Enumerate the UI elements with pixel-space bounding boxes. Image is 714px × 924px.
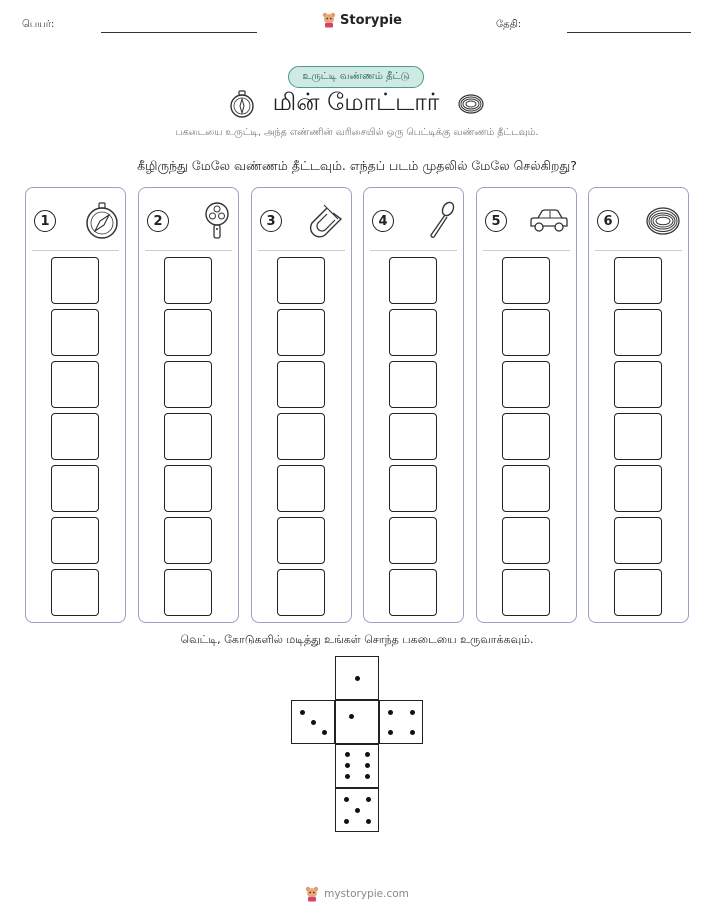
die-face-5 <box>335 788 379 832</box>
color-box[interactable] <box>51 569 99 616</box>
column-header <box>147 202 232 240</box>
column-number: 1 <box>34 210 56 232</box>
question: கீழிருந்து மேலே வண்ணம் தீட்டவும். எந்தப் படம் முதலில் மேலே செல்கிறது? <box>137 158 577 173</box>
color-box[interactable] <box>502 517 550 564</box>
color-box[interactable] <box>389 361 437 408</box>
column-header <box>260 202 345 240</box>
column-header <box>34 202 119 240</box>
die-face-1 <box>335 700 379 744</box>
color-box[interactable] <box>614 465 662 512</box>
pip <box>388 730 393 735</box>
die-face-4 <box>379 700 423 744</box>
color-box[interactable] <box>277 309 325 356</box>
pip <box>322 730 327 735</box>
compass-icon <box>85 202 119 240</box>
column-4 <box>363 187 464 623</box>
pip <box>355 676 360 681</box>
logo <box>322 12 402 28</box>
color-box[interactable] <box>614 309 662 356</box>
color-box[interactable] <box>389 465 437 512</box>
pip <box>344 797 349 802</box>
column-divider <box>370 250 457 251</box>
color-box[interactable] <box>164 413 212 460</box>
color-box[interactable] <box>389 413 437 460</box>
color-box[interactable] <box>502 361 550 408</box>
car-icon <box>528 206 570 236</box>
pip <box>344 819 349 824</box>
fan-icon <box>202 201 232 241</box>
color-box[interactable] <box>277 257 325 304</box>
footer <box>0 886 714 902</box>
color-box[interactable] <box>51 413 99 460</box>
color-box[interactable] <box>51 309 99 356</box>
column-header <box>597 202 682 240</box>
column-header <box>372 202 457 240</box>
coil-icon <box>644 204 682 238</box>
color-box[interactable] <box>502 257 550 304</box>
title-row <box>0 88 714 119</box>
color-box[interactable] <box>614 361 662 408</box>
pip <box>365 752 370 757</box>
pip <box>366 819 371 824</box>
column-3 <box>251 187 352 623</box>
color-box[interactable] <box>502 413 550 460</box>
color-box[interactable] <box>164 309 212 356</box>
color-box[interactable] <box>614 257 662 304</box>
color-box[interactable] <box>502 569 550 616</box>
color-box[interactable] <box>164 361 212 408</box>
date-label: தேதி: <box>496 19 522 30</box>
pip <box>311 720 316 725</box>
pip <box>345 774 350 779</box>
pip <box>349 714 354 719</box>
color-box[interactable] <box>389 569 437 616</box>
pip <box>366 797 371 802</box>
pip <box>300 710 305 715</box>
column-header <box>485 202 570 240</box>
column-number: 2 <box>147 210 169 232</box>
color-box[interactable] <box>389 309 437 356</box>
column-divider <box>595 250 682 251</box>
page-title: மின் மோட்டார் <box>272 88 440 116</box>
color-box[interactable] <box>277 569 325 616</box>
name-label: பெயர்: <box>22 19 55 30</box>
die-face-3 <box>291 700 335 744</box>
footer-url[interactable]: mystorypie.com <box>324 888 409 900</box>
logo-text: Storypie <box>340 12 402 28</box>
bear-logo-icon <box>322 12 336 28</box>
color-box[interactable] <box>502 309 550 356</box>
color-box[interactable] <box>51 465 99 512</box>
coil-icon <box>457 92 485 116</box>
pip <box>410 710 415 715</box>
bear-logo-icon <box>305 886 319 902</box>
pip <box>365 763 370 768</box>
pip <box>365 774 370 779</box>
color-box[interactable] <box>502 465 550 512</box>
subtitle: பகடையை உருட்டி, அந்த எண்ணின் வரிசையில் ஒரு பெட்டிக்கு வண்ணம் தீட்டவும். <box>175 127 539 138</box>
color-box[interactable] <box>277 465 325 512</box>
pip <box>388 710 393 715</box>
die-face-6 <box>335 744 379 788</box>
pip <box>355 808 360 813</box>
spoon-icon <box>423 201 457 241</box>
color-box[interactable] <box>277 361 325 408</box>
color-box[interactable] <box>614 569 662 616</box>
column-divider <box>145 250 232 251</box>
column-number: 6 <box>597 210 619 232</box>
column-number: 3 <box>260 210 282 232</box>
activity-badge: உருட்டி வண்ணம் தீட்டு <box>288 66 424 88</box>
color-box[interactable] <box>277 517 325 564</box>
color-box[interactable] <box>51 517 99 564</box>
color-box[interactable] <box>614 517 662 564</box>
compass-icon <box>229 90 255 118</box>
column-1 <box>25 187 126 623</box>
date-line[interactable] <box>567 32 691 33</box>
color-box[interactable] <box>51 257 99 304</box>
column-divider <box>258 250 345 251</box>
pip <box>345 752 350 757</box>
color-box[interactable] <box>389 257 437 304</box>
color-box[interactable] <box>277 413 325 460</box>
die-face-1 <box>335 656 379 700</box>
color-box[interactable] <box>164 517 212 564</box>
color-box[interactable] <box>389 517 437 564</box>
name-line[interactable] <box>101 32 257 33</box>
column-divider <box>32 250 119 251</box>
color-box[interactable] <box>164 257 212 304</box>
column-number: 4 <box>372 210 394 232</box>
column-divider <box>483 250 570 251</box>
column-2 <box>138 187 239 623</box>
column-5 <box>476 187 577 623</box>
column-6 <box>588 187 689 623</box>
color-box[interactable] <box>164 465 212 512</box>
color-box[interactable] <box>614 413 662 460</box>
magnet-icon <box>303 203 345 239</box>
color-box[interactable] <box>51 361 99 408</box>
dice-net <box>290 656 424 836</box>
pip <box>410 730 415 735</box>
color-box[interactable] <box>164 569 212 616</box>
cutout-instruction: வெட்டி, கோடுகளில் மடித்து உங்கள் சொந்த பகடையை உருவாக்கவும். <box>180 633 534 646</box>
pip <box>345 763 350 768</box>
column-number: 5 <box>485 210 507 232</box>
